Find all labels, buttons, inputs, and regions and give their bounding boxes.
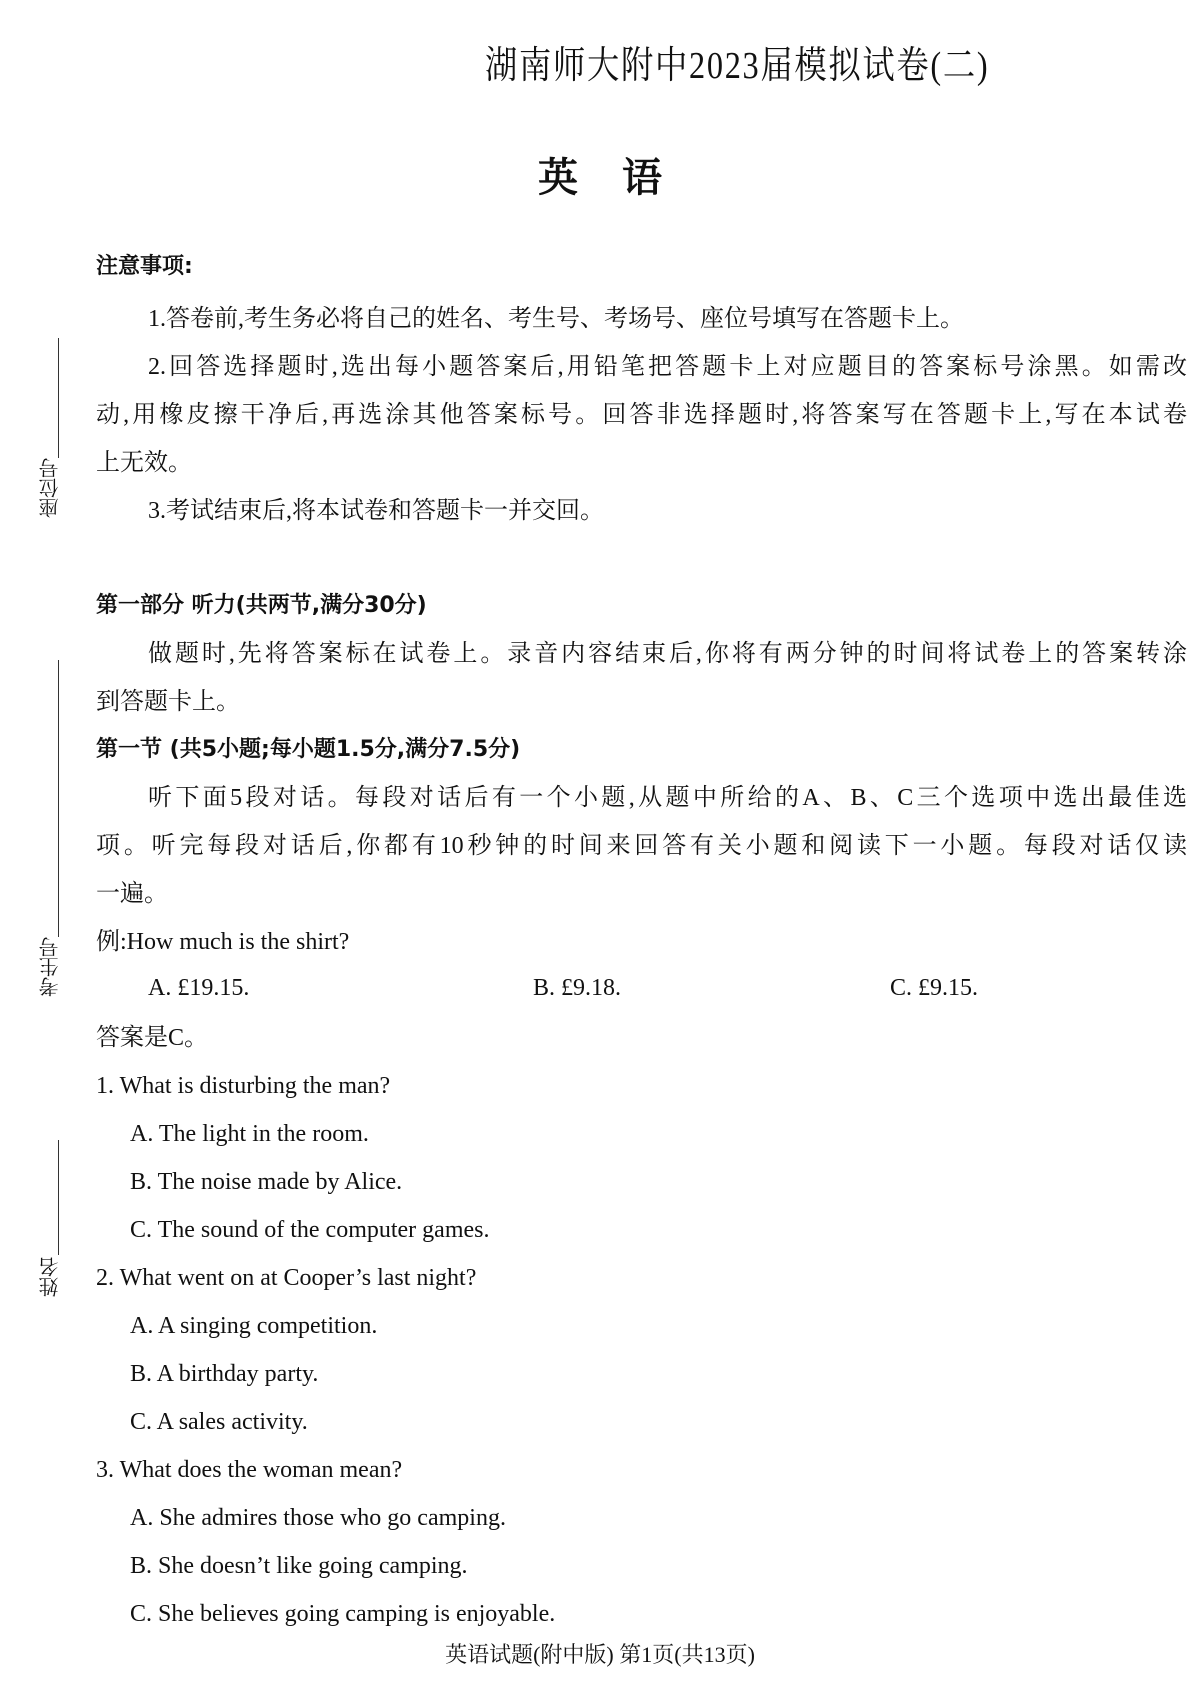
section1-intro: 听下面5段对话。每段对话后有一个小题,从题中所给的A、B、C三个选项中选出最佳选 [148,785,1187,811]
option: C. A sales activity. [130,1409,308,1435]
notice-heading: 注意事项: [96,254,193,279]
seat-line [58,338,59,458]
section1-intro: 项。听完每段对话后,你都有10秒钟的时间来回答有关小题和阅读下一小题。每段对话仅读 [96,833,1187,859]
notice-line: 2.回答选择题时,选出每小题答案后,用铅笔把答题卡上对应题目的答案标号涂黑。如需改 [148,354,1187,380]
notice-line: 1.答卷前,考生务必将自己的姓名、考生号、考场号、座位号填写在答题卡上。 [148,306,964,332]
option: A. A singing competition. [130,1313,378,1339]
section1-intro: 一遍。 [96,881,168,907]
option: C. She believes going camping is enjoyable. [130,1601,556,1627]
example-option: C. £9.15. [890,975,979,1001]
notice-line: 3.考试结束后,将本试卷和答题卡一并交回。 [148,498,604,524]
example-answer: 答案是C。 [96,1025,209,1051]
question: 1. What is disturbing the man? [96,1073,391,1099]
name-label: 姓名 [40,1257,62,1297]
question: 3. What does the woman mean? [96,1457,403,1483]
option: B. A birthday party. [130,1361,319,1387]
seat-label: 座位号 [40,458,62,518]
example-question: 例:How much is the shirt? [96,929,350,955]
question: 2. What went on at Cooper’s last night? [96,1265,477,1291]
exam-no-line [58,660,59,937]
option: A. The light in the room. [130,1121,369,1147]
part1-heading: 第一部分 听力(共两节,满分30分) [96,593,427,618]
option: B. The noise made by Alice. [130,1169,403,1195]
example-option: B. £9.18. [533,975,622,1001]
exam-no-label: 考生号 [40,937,62,997]
notice-line: 动,用橡皮擦干净后,再选涂其他答案标号。回答非选择题时,将答案写在答题卡上,写在本试卷 [96,402,1187,428]
option: B. She doesn’t like going camping. [130,1553,468,1579]
exam-title: 湖南师大附中2023届模拟试卷(二) [485,45,990,87]
option: C. The sound of the computer games. [130,1217,490,1243]
notice-line: 上无效。 [96,450,192,476]
example-option: A. £19.15. [148,975,250,1001]
name-line [58,1140,59,1255]
part1-intro: 做题时,先将答案标在试卷上。录音内容结束后,你将有两分钟的时间将试卷上的答案转涂 [148,641,1187,667]
part1-intro: 到答题卡上。 [96,689,240,715]
page-footer: 英语试题(附中版) 第1页(共13页) [445,1642,755,1667]
subject-title: 英 语 [538,155,662,201]
section1-heading: 第一节 (共5小题;每小题1.5分,满分7.5分) [96,737,521,762]
option: A. She admires those who go camping. [130,1505,506,1531]
